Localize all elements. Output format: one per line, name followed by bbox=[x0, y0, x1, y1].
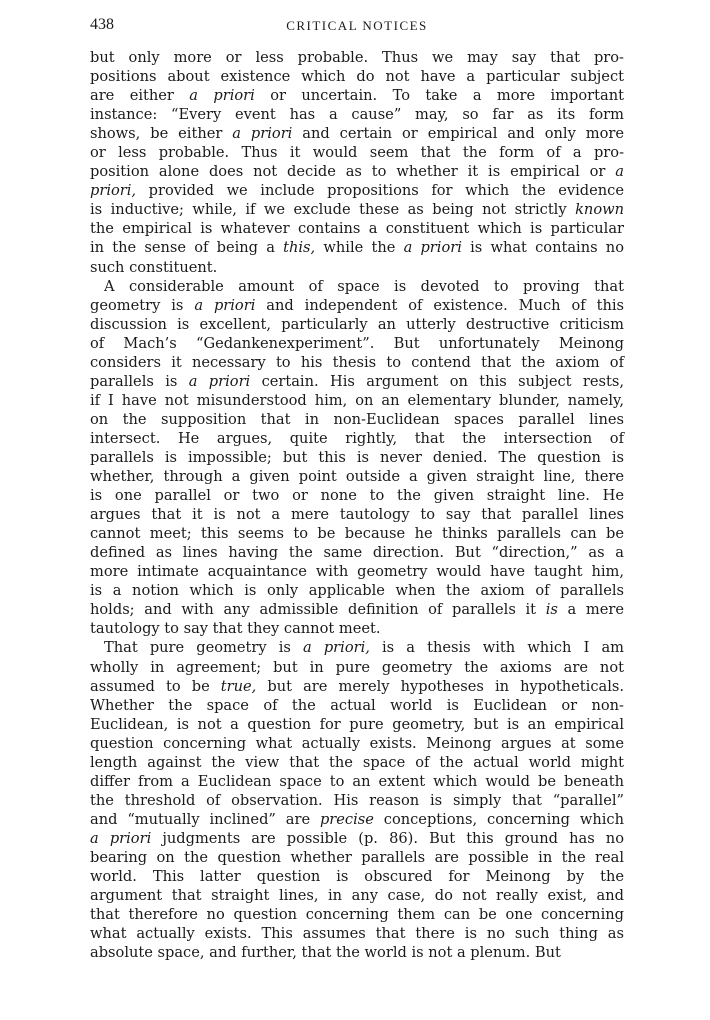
text-line bbox=[90, 219, 624, 238]
text-line bbox=[90, 753, 624, 772]
text-run: A considerable amount of space is devoted to proving that bbox=[104, 277, 624, 295]
text-run: is a thesis with which I am bbox=[369, 639, 624, 657]
text-run: if I have not misunderstood him, on an elementary blunder, namely, bbox=[90, 391, 624, 409]
italic-text: precise bbox=[319, 810, 374, 828]
text-line bbox=[90, 238, 624, 257]
text-line bbox=[90, 924, 624, 943]
text-line bbox=[90, 277, 624, 296]
running-title: CRITICAL NOTICES bbox=[286, 18, 428, 33]
text-run: is inductive; while, if we exclude these as being not strictly bbox=[90, 201, 576, 219]
text-run: intersect. He argues, quite rightly, that the intersection of bbox=[90, 429, 624, 447]
italic-text: this, bbox=[283, 239, 316, 257]
text-line bbox=[90, 677, 624, 696]
text-line bbox=[90, 391, 624, 410]
text-run: discussion is excellent, particularly an utterly destructive criticism bbox=[90, 315, 624, 333]
text-line bbox=[90, 467, 624, 486]
text-run: or uncertain. To take a more important bbox=[254, 87, 624, 105]
italic-text: priori, bbox=[90, 182, 137, 200]
text-run: length against the view that the space of the actual world might bbox=[90, 753, 624, 771]
text-line bbox=[90, 181, 624, 200]
text-line bbox=[90, 696, 624, 715]
text-line bbox=[90, 886, 624, 905]
text-line bbox=[90, 315, 624, 334]
text-line bbox=[90, 867, 624, 886]
text-run: absolute space, and further, that the world is not a plenum. But bbox=[90, 944, 561, 962]
text-line bbox=[90, 162, 624, 181]
text-line bbox=[90, 124, 624, 143]
italic-text: a priori, bbox=[303, 639, 370, 657]
running-head bbox=[90, 16, 624, 40]
page bbox=[90, 16, 624, 962]
text-run: are either bbox=[90, 87, 190, 105]
text-run: defined as lines having the same direction. But “direction,” as a bbox=[90, 544, 624, 562]
text-run: what actually exists. This assumes that there is no such thing as bbox=[90, 925, 624, 943]
text-line bbox=[90, 791, 624, 810]
text-line bbox=[90, 296, 624, 315]
text-run: on the supposition that in non-Euclidean spaces parallel lines bbox=[90, 410, 624, 428]
text-run: such constituent. bbox=[90, 258, 218, 276]
text-line bbox=[90, 715, 624, 734]
text-run: That pure geometry is bbox=[104, 639, 304, 657]
text-line bbox=[90, 943, 624, 962]
text-line bbox=[90, 86, 624, 105]
text-line bbox=[90, 734, 624, 753]
text-run: judgments are possible (p. 86). But this ground has no bbox=[151, 829, 624, 847]
text-run: is what contains no bbox=[461, 239, 624, 257]
text-run: Whether the space of the actual world is Euclidean or non- bbox=[90, 696, 624, 714]
text-run: holds; and with any admissible definition of parallels it bbox=[90, 601, 546, 619]
text-line bbox=[90, 410, 624, 429]
text-run: the threshold of observation. His reason is simply that “parallel” bbox=[90, 791, 624, 809]
text-run: certain. His argument on this subject rests, bbox=[250, 372, 624, 390]
paragraph bbox=[90, 48, 624, 277]
text-line bbox=[90, 353, 624, 372]
italic-text: is bbox=[545, 601, 558, 619]
text-line bbox=[90, 429, 624, 448]
text-run: positions about existence which do not have a particular subject bbox=[90, 68, 624, 86]
text-run: a mere bbox=[557, 601, 624, 619]
text-line bbox=[90, 810, 624, 829]
text-line bbox=[90, 543, 624, 562]
italic-text: a priori bbox=[188, 372, 251, 390]
italic-text: a bbox=[615, 163, 624, 181]
text-run: while the bbox=[315, 239, 404, 257]
text-run: more intimate acquaintance with geometry would have taught him, bbox=[90, 563, 624, 581]
italic-text: known bbox=[575, 201, 624, 219]
text-run: is one parallel or two or none to the given straight line. He bbox=[90, 487, 624, 505]
text-run: but only more or less probable. Thus we may say that pro- bbox=[90, 49, 624, 66]
text-run: assumed to be bbox=[90, 677, 221, 695]
text-run: in the sense of being a bbox=[90, 239, 284, 257]
text-line bbox=[90, 905, 624, 924]
text-line bbox=[90, 334, 624, 353]
text-run: geometry is bbox=[90, 296, 195, 314]
text-run: world. This latter question is obscured for Meinong by the bbox=[90, 868, 624, 886]
text-line bbox=[90, 505, 624, 524]
text-run: tautology to say that they cannot meet. bbox=[90, 620, 381, 638]
text-run: wholly in agreement; but in pure geometry the axioms are not bbox=[90, 658, 624, 676]
text-line bbox=[90, 200, 624, 219]
text-run: or less probable. Thus it would seem that the form of a pro- bbox=[90, 144, 624, 162]
text-line bbox=[90, 448, 624, 467]
text-line bbox=[90, 658, 624, 677]
text-line bbox=[90, 258, 624, 277]
text-run: is a notion which is only applicable when the axiom of parallels bbox=[90, 582, 624, 600]
text-line bbox=[90, 524, 624, 543]
text-run: and “mutually inclined” are bbox=[90, 810, 320, 828]
text-run: and independent of existence. Much of this bbox=[255, 296, 624, 314]
text-run: whether, through a given point outside a given straight line, there bbox=[90, 468, 624, 486]
text-line bbox=[90, 600, 624, 619]
paragraph bbox=[90, 638, 624, 962]
italic-text: true, bbox=[220, 677, 257, 695]
text-line bbox=[90, 581, 624, 600]
italic-text: a priori bbox=[90, 829, 152, 847]
text-line bbox=[90, 486, 624, 505]
text-line bbox=[90, 48, 624, 67]
text-run: differ from a Euclidean space to an extent which would be beneath bbox=[90, 772, 624, 790]
text-line bbox=[90, 772, 624, 791]
text-run: question concerning what actually exists. Meinong argues at some bbox=[90, 734, 624, 752]
article-body bbox=[90, 48, 624, 962]
text-run: bearing on the question whether parallels are possible in the real bbox=[90, 848, 624, 866]
text-run: that therefore no question concerning them can be one concerning bbox=[90, 906, 624, 924]
paragraph bbox=[90, 277, 624, 639]
text-run: position alone does not decide as to whether it is empirical or bbox=[90, 163, 616, 181]
italic-text: a priori bbox=[189, 87, 255, 105]
text-run: conceptions, concerning which bbox=[373, 810, 624, 828]
text-line bbox=[90, 562, 624, 581]
italic-text: a priori bbox=[232, 125, 293, 143]
text-line bbox=[90, 848, 624, 867]
text-run: shows, be either bbox=[90, 125, 233, 143]
text-run: but are merely hypotheses in hypotheticals. bbox=[256, 677, 624, 695]
text-run: and certain or empirical and only more bbox=[292, 125, 624, 143]
text-line bbox=[90, 143, 624, 162]
text-run: argues that it is not a mere tautology to say that parallel lines bbox=[90, 506, 624, 524]
text-run: provided we include propositions for which the evidence bbox=[136, 182, 624, 200]
text-line bbox=[90, 638, 624, 657]
text-line bbox=[90, 67, 624, 86]
text-run: parallels is impossible; but this is never denied. The question is bbox=[90, 448, 624, 466]
text-run: instance: “Every event has a cause” may, so far as its form bbox=[90, 106, 624, 124]
text-line bbox=[90, 619, 624, 638]
italic-text: a priori bbox=[403, 239, 462, 257]
text-run: considers it necessary to his thesis to contend that the axiom of bbox=[90, 353, 624, 371]
text-run: Euclidean, is not a question for pure geometry, but is an empirical bbox=[90, 715, 624, 733]
italic-text: a priori bbox=[194, 296, 256, 314]
text-run: cannot meet; this seems to be because he thinks parallels can be bbox=[90, 525, 624, 543]
page-number: 438 bbox=[90, 16, 114, 33]
text-line bbox=[90, 105, 624, 124]
text-run: the empirical is whatever contains a constituent which is particular bbox=[90, 220, 624, 238]
text-line bbox=[90, 372, 624, 391]
text-run: argument that straight lines, in any case, do not really exist, and bbox=[90, 887, 624, 905]
text-run: parallels is bbox=[90, 372, 189, 390]
text-line bbox=[90, 829, 624, 848]
text-run: of Mach’s “Gedankenexperiment”. But unfortunately Meinong bbox=[90, 334, 624, 352]
